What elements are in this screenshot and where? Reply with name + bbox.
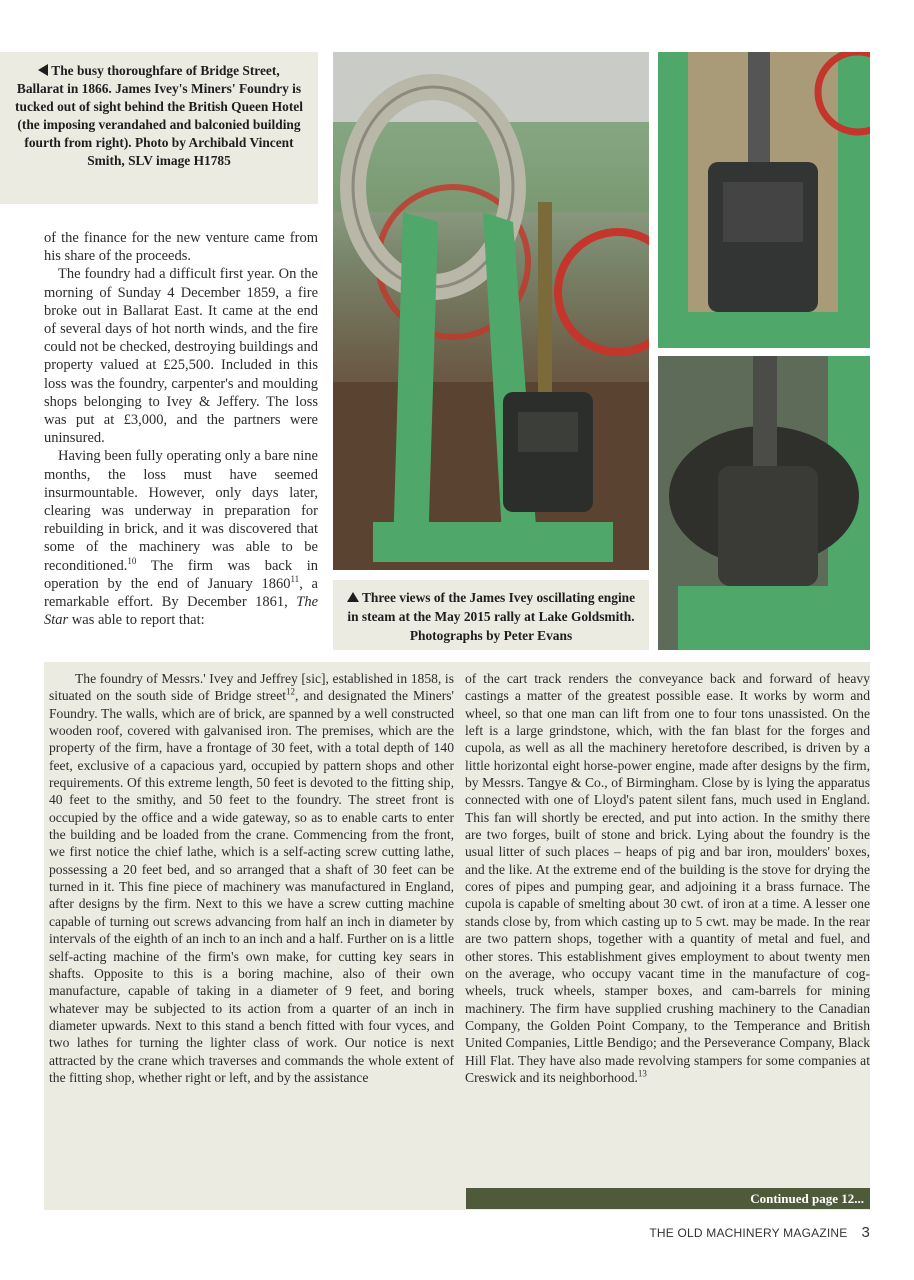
- photo-engine-cylinder-top: [658, 52, 870, 348]
- valve-illustration: [658, 356, 870, 650]
- paragraph-rebuilding: [44, 447, 318, 629]
- page-number: 3: [861, 1224, 870, 1241]
- footnote-10: 10: [127, 555, 137, 566]
- caption-bridge-street-text: The busy thoroughfare of Bridge Street, Ballarat in 1866. James Ivey's Miners' Foundry is tucked out of sight behind the British Queen Hotel (the imposing verandahed and balconied building fourth from right). Photo by Archibald Vincent Smith, SLV image H1785: [15, 63, 303, 168]
- paragraph-finance: of the finance for the new venture came from his share of the proceeds.: [44, 230, 318, 265]
- page-footer: [560, 1224, 870, 1241]
- quote-left-text-a: The foundry of Messrs.' Ivey and Jeffrey [sic], established in 1858, is situated on the south side of Bridge street: [49, 671, 454, 704]
- paragraph-fire: The foundry had a difficult first year. On the morning of Sunday 4 December 1859, a fire broke out in Ballarat East. It came at the end of several days of hot north winds, and the fire could not be checked, destroying buildings and property valued at £25,500. Included in this loss was the foundry, carpenter's and moulding shops belonging to Ivey & Jeffery. The loss was put at £3,000, and the partners were uninsured.: [44, 266, 318, 447]
- quote-right-paragraph: [465, 670, 870, 1086]
- footnote-13: 13: [637, 1068, 647, 1079]
- caption-bridge-street: [0, 52, 318, 204]
- quote-left-paragraph: [49, 670, 454, 1086]
- newspaper-title: The Star: [44, 594, 318, 629]
- quote-right-column: [465, 670, 870, 1086]
- rebuilding-text-d: was able to report that:: [68, 612, 205, 629]
- quote-left-column: [49, 670, 454, 1086]
- continued-page-link[interactable]: Continued page 12...: [466, 1188, 870, 1209]
- photo-engine-cylinder-bottom: [658, 356, 870, 650]
- left-pointer-icon: [38, 64, 48, 76]
- quoted-report-box: [44, 662, 870, 1210]
- rebuilding-text-b: The firm was back in operation by the end of January 1860: [44, 557, 318, 592]
- rebuilding-text-c: , a remarkable effort. By December 1861,: [44, 575, 318, 611]
- caption-engine-photos-text: Three views of the James Ivey oscillating engine in steam at the May 2015 rally at Lake Goldsmith. Photographs by Peter Evans: [347, 590, 636, 643]
- quote-right-text: of the cart track renders the conveyance back and forward of heavy castings a matter of the greatest possible ease. It works by worm and wheel, so that one man can lift from one to four tons unassisted. On the left is a large grindstone, which, with the fan blast for the forges and cupola, as well as all the machinery heretofore described, is driven by a little horizontal eight horse-power engine, made after designs by the firm, by Messrs. Tangye & Co., of Birmingham. Close by is lying the apparatus connected with one of Lloyd's patent silent fans, much used in England. This fan will shortly be erected, and put into action. In the smithy there are two forges, built of stone and brick. Lying about the foundry is the usual litter of such places – heaps of pig and bar iron, moulders' boxes, and the like. At the extreme end of the building is the stove for drying the cores of pipes and pumping gear, and adjoining it a brass furnace. The cupola is capable of smelting about 30 cwt. of iron at a time. A lesser one stands close by, from which casting up to 5 cwt. may be made. In the rear are two pattern shops, together with a quantity of metal and fuel, and other stores. This establishment gives employment to about twenty men on the average, who occupy vacant time in the manufacture of cog-wheels, truck wheels, stamper boxes, and cam-barrels for mining machinery. The firm have supplied crushing machinery to the Canadian Company, the Golden Point Company, to the Temperance and British United Companies, Little Bendigo; and the Perseverance Company, Black Hill Flat. They have also made revolving stampers for some companies at Creswick and its neighborhood.: [465, 671, 870, 1085]
- photo-oscillating-engine-main: [333, 52, 649, 570]
- magazine-name: THE OLD MACHINERY MAGAZINE: [649, 1226, 848, 1240]
- rebuilding-text-a: Having been fully operating only a bare nine months, the loss must have seemed insurmountable. However, only days later, clearing was underway in preparation for rebuilding in brick, and it was discovered that some of the machinery was able to be reconditioned.: [44, 448, 318, 574]
- cylinder-illustration: [658, 52, 870, 348]
- engine-illustration: [333, 52, 649, 570]
- footnote-11: 11: [290, 574, 300, 585]
- quote-left-text-b: , and designated the Miners' Foundry. The walls, which are of brick, are spanned by a well constructed wooden roof, covered with galvanised iron. The premises, which are the property of the firm, have a frontage of 30 feet, with a total depth of 140 feet, exclusive of a capacious yard, occupied by pattern shops and other requirements. Of this extreme length, 50 feet is devoted to the fitting ship, 40 feet to the smithy, and 50 feet to the foundry. The street front is occupied by the office and a wide gateway, so as to enable carts to enter the building and be loaded from the crane. Commencing from the front, we first notice the chief lathe, which is a self-acting screw cutting lathe, possessing a 20 feet bed, and so arranged that a shaft of 30 feet can be turned in it. This fine piece of machinery was manufactured in England, after designs by the firm. Next to this we have a screw cutting machine capable of turning out screws advancing from half an inch in diameter by intervals of the eighth of an inch to an inch and a half. Further on is a little self-acting machine of the firm's own make, for cutting key sears in shafts. Opposite to this is a boring machine, also of their own manufacture, capable of taking in a diameter of 9 feet, and boring whatever may be subjected to its action from a quarter of an inch in diameter upwards. Next to this stand a bench fitted with four vyces, and two lathes for turning the lighter class of work. Our notice is next attracted by the crane which traverses and commands the whole extent of the fitting shop, whether right or left, and by the assistance: [49, 688, 454, 1085]
- caption-engine-photos: [333, 580, 649, 650]
- footnote-12: 12: [286, 686, 296, 697]
- article-left-column: [44, 229, 318, 629]
- up-pointer-icon: [347, 592, 359, 602]
